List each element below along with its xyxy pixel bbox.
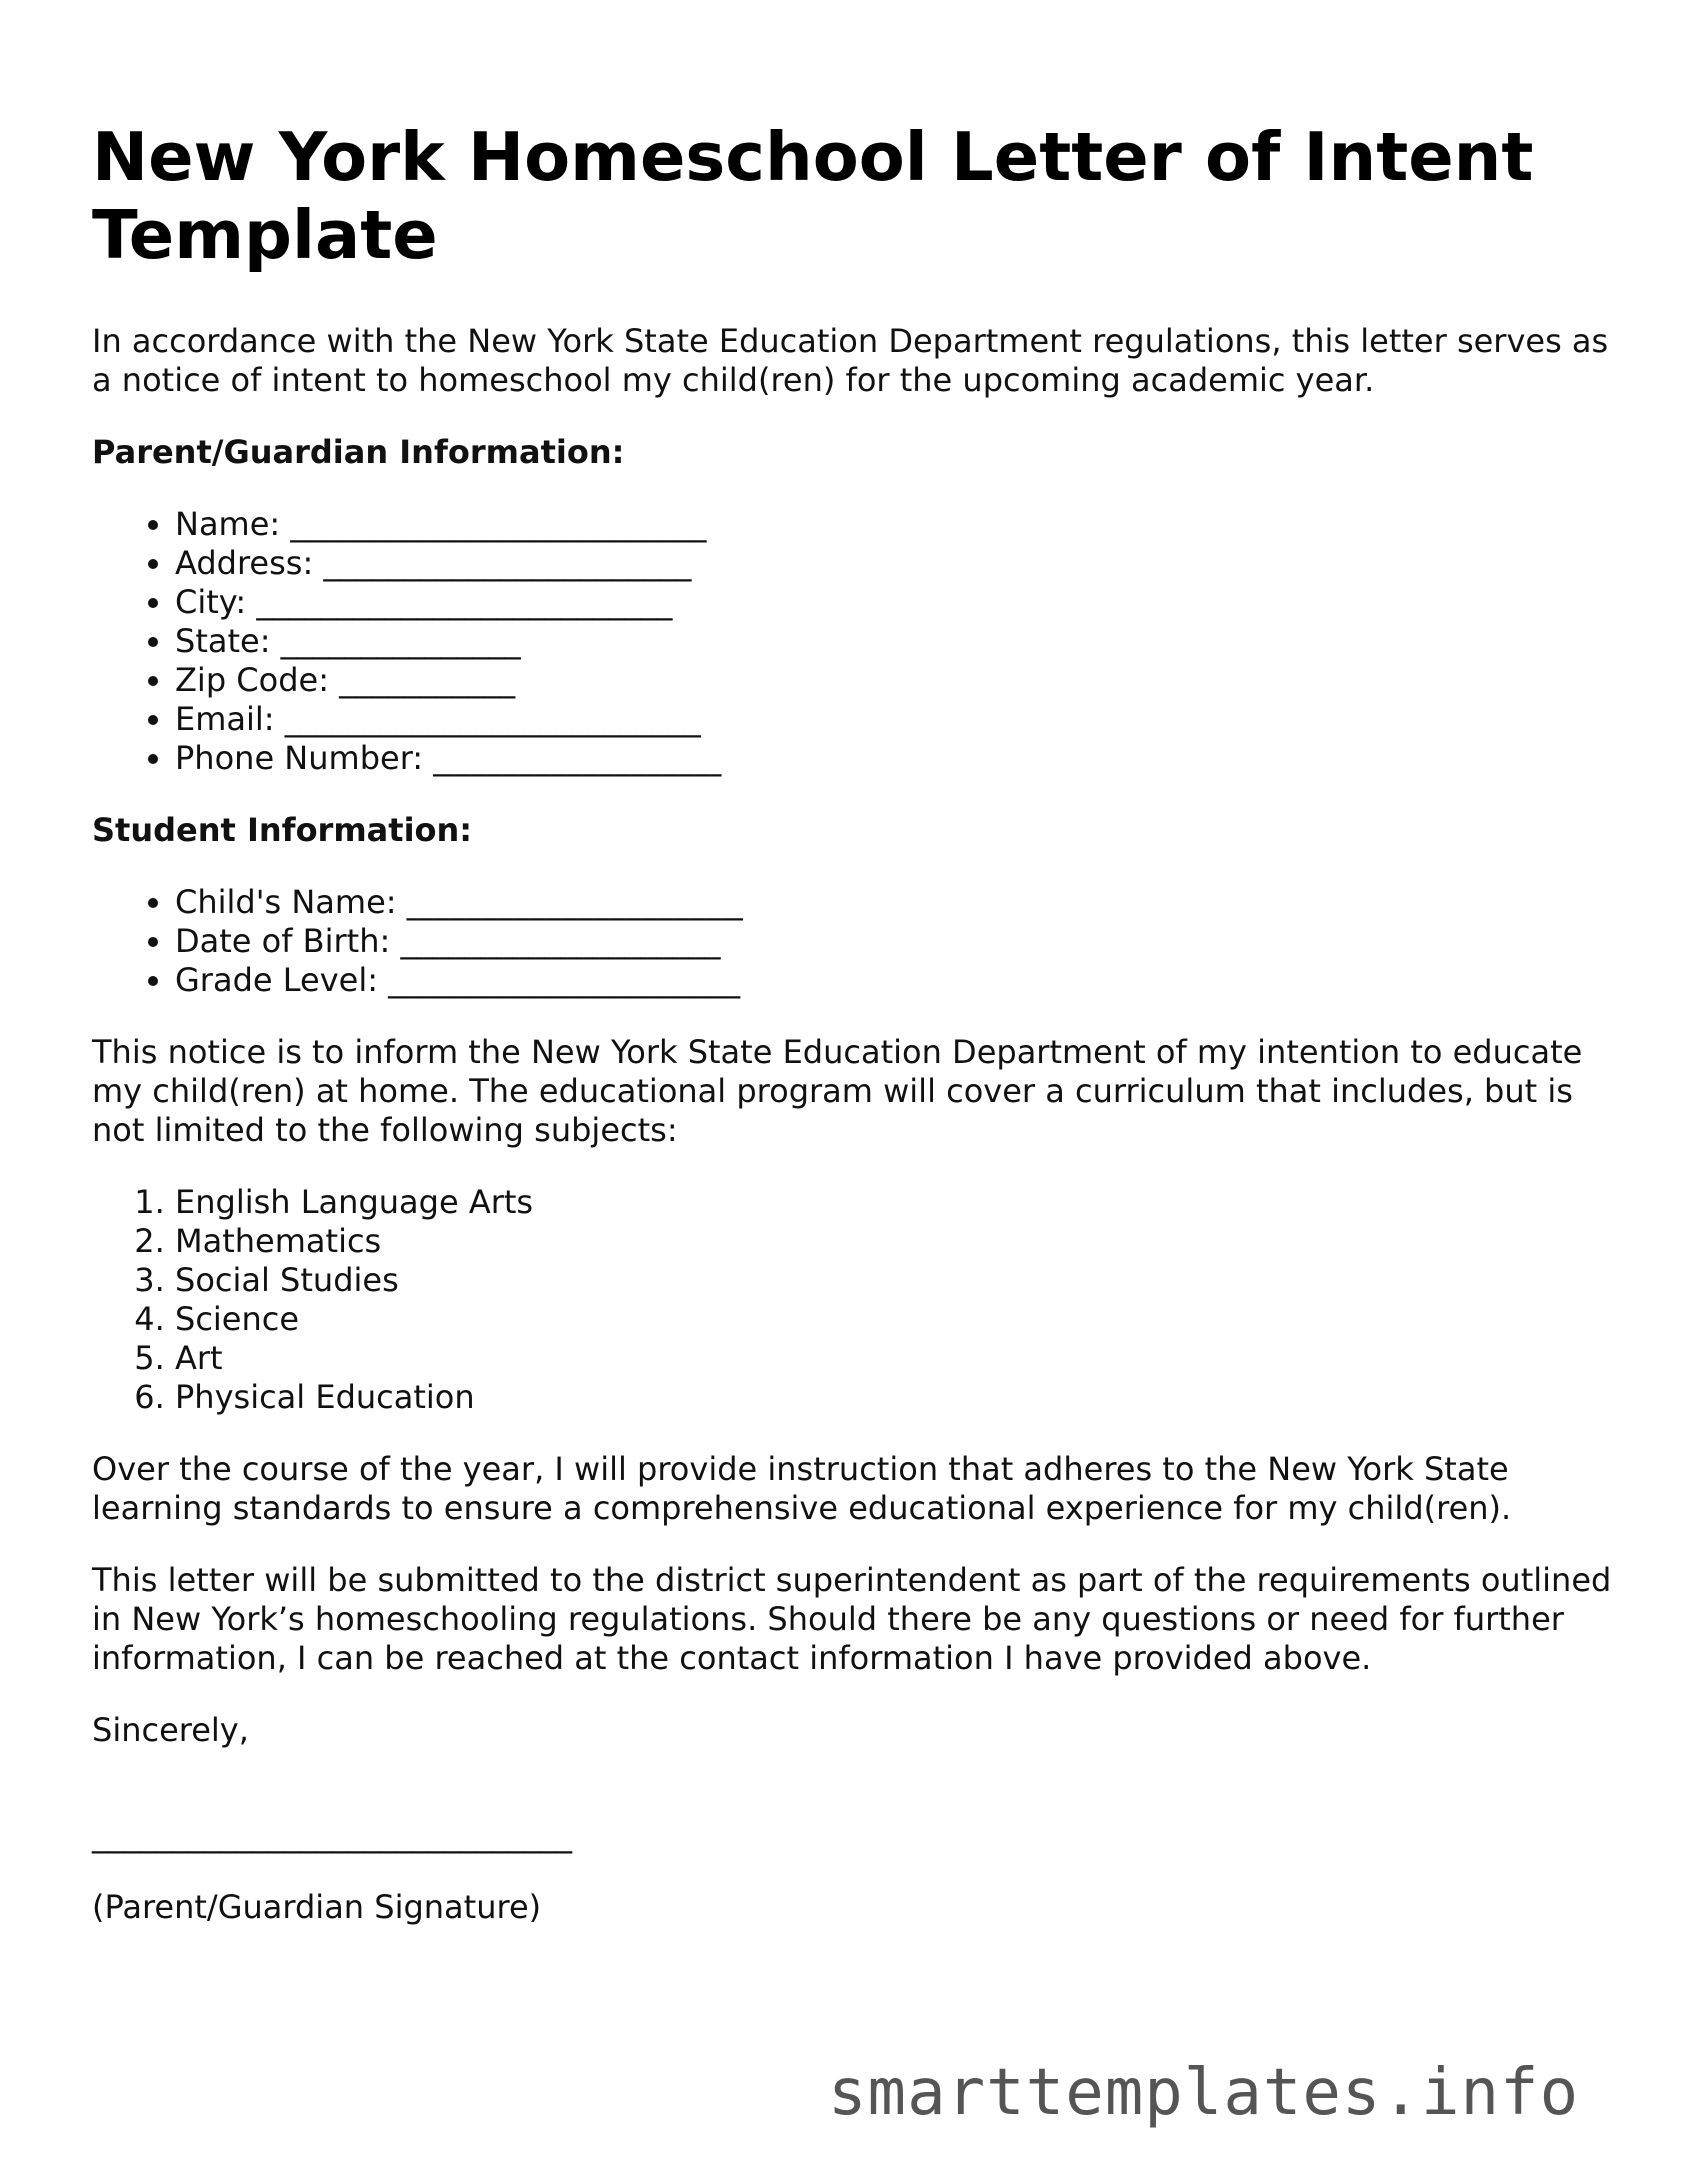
list-item-zip-code: • Zip Code: ___________: [175, 661, 1612, 700]
watermark-text: smarttemplates.info: [828, 2056, 1580, 2130]
signature-spacer: [92, 1783, 1612, 1816]
student-section-heading: Student Information:: [92, 811, 473, 849]
letter-page: [92, 118, 1612, 1960]
subjects-list: [92, 1183, 1612, 1417]
list-item-phone-number: • Phone Number: __________________: [175, 739, 1612, 778]
list-item-name: • Name: __________________________: [175, 505, 1612, 544]
subject-item: 6. Physical Education: [175, 1378, 1612, 1417]
subject-item: 4. Science: [175, 1300, 1612, 1339]
submission-paragraph: This letter will be submitted to the district superintendent as part of the requirements outlined in New York’s homeschooling regulations. Should there be any questions or need for further information, I can be reached at the contact information I have provided above.: [92, 1561, 1612, 1677]
list-item-date-of-birth: • Date of Birth: ____________________: [175, 922, 1612, 961]
subject-item: 2. Mathematics: [175, 1222, 1612, 1261]
standards-paragraph: Over the course of the year, I will provide instruction that adheres to the New York State learning standards to ensure a comprehensive educational experience for my child(ren).: [92, 1450, 1512, 1527]
intro-paragraph: In accordance with the New York State Education Department regulations, this letter serves as a notice of intent to homeschool my child(ren) for the upcoming academic year.: [92, 322, 1609, 399]
signature-caption: (Parent/Guardian Signature): [92, 1888, 542, 1926]
signature-line: ______________________________: [92, 1816, 572, 1854]
list-item-child-name: • Child's Name: _____________________: [175, 883, 1612, 922]
subject-item: 5. Art: [175, 1339, 1612, 1378]
subject-item: 3. Social Studies: [175, 1261, 1612, 1300]
parent-info-list: [92, 505, 1612, 778]
list-item-state: • State: _______________: [175, 622, 1612, 661]
closing-text: Sincerely,: [92, 1711, 249, 1749]
notice-paragraph: This notice is to inform the New York State Education Department of my intention to educate my child(ren) at home. The educational program will cover a curriculum that includes, but is not limited to the following subjects:: [92, 1033, 1583, 1149]
list-item-city: • City: __________________________: [175, 583, 1612, 622]
page-title: New York Homeschool Letter of Intent Template: [92, 118, 1534, 274]
student-info-list: [92, 883, 1612, 1000]
list-item-email: • Email: __________________________: [175, 700, 1612, 739]
list-item-address: • Address: _______________________: [175, 544, 1612, 583]
parent-section-heading: Parent/Guardian Information:: [92, 433, 625, 471]
subject-item: 1. English Language Arts: [175, 1183, 1612, 1222]
list-item-grade-level: • Grade Level: ______________________: [175, 961, 1612, 1000]
